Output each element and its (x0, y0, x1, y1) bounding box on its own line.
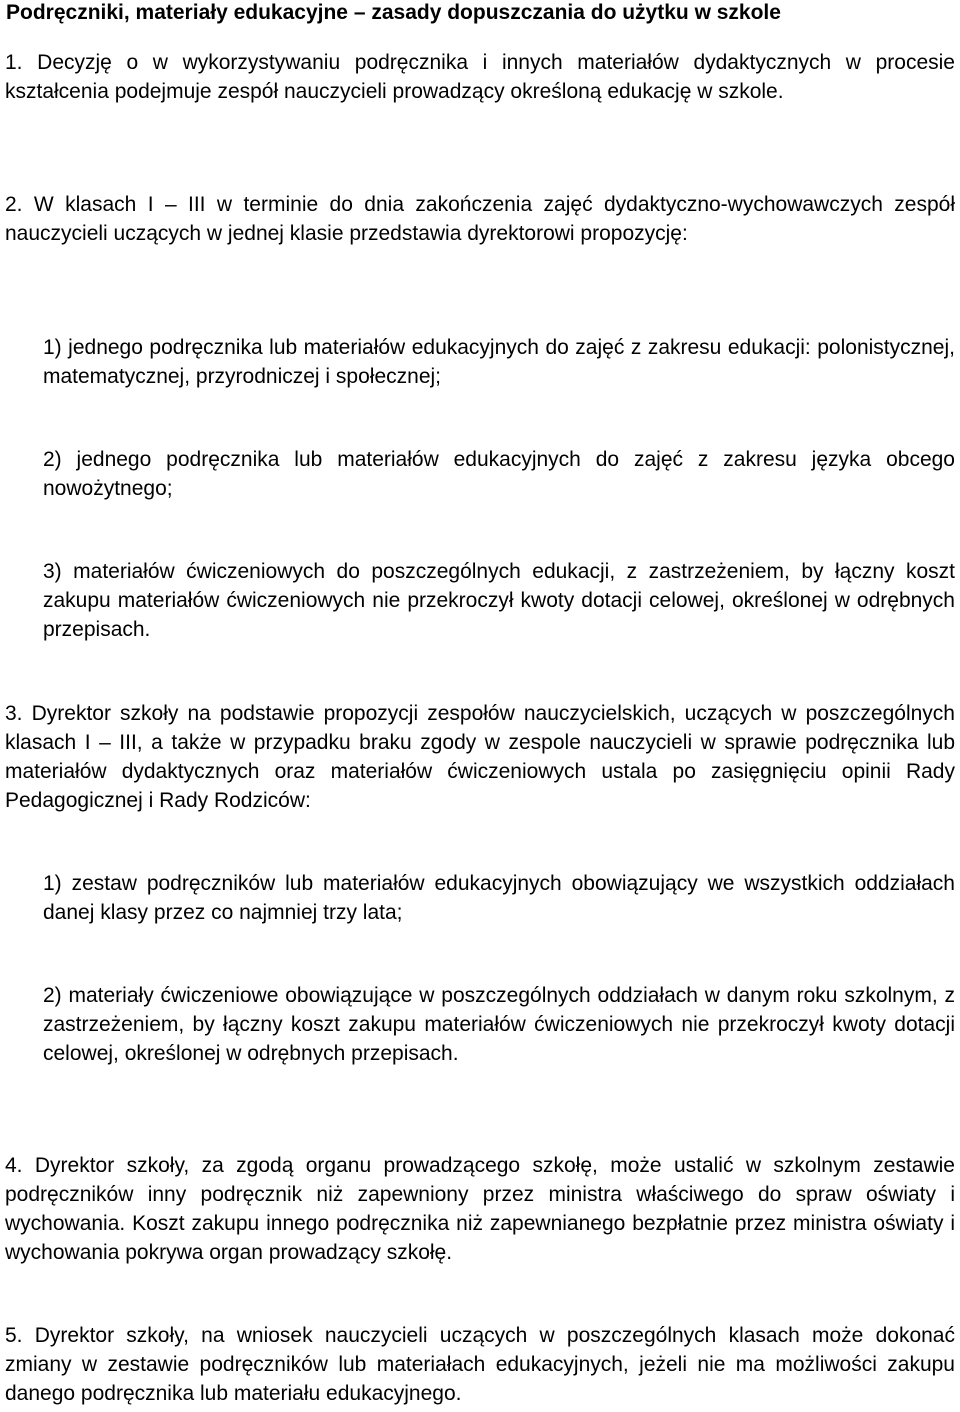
section-3-item-2: 2) materiały ćwiczeniowe obowiązujące w poszczególnych oddziałach w danym roku szkolnym, z zastrzeżeniem, by łączny koszt zakupu materiałów ćwiczeniowych nie przekroczył kwoty dotacji celowej, określonej w odrębnych przepisach. (43, 984, 955, 1065)
section-3-item-1: 1) zestaw podręczników lub materiałów edukacyjnych obowiązujący we wszystkich oddziałach danej klasy przez co najmniej trzy lata; (43, 872, 955, 924)
section-5: 5. Dyrektor szkoły, na wniosek nauczycieli uczących w poszczególnych klasach może dokonać zmiany w zestawie podręczników lub materiałach edukacyjnych, jeżeli nie ma możliwości zakupu danego podręcznika lub materiału edukacyjnego. (5, 1324, 955, 1405)
section-3: 3. Dyrektor szkoły na podstawie propozycji zespołów nauczycielskich, uczących w poszczególnych klasach I – III, a także w przypadku braku zgody w zespole nauczycieli w sprawie podręcznika lub materiałów dydaktycznych oraz materiałów ćwiczeniowych ustala po zasięgnięciu opinii Rady Pedagogicznej i Rady Rodziców: (5, 702, 955, 812)
section-2-item-3: 3) materiałów ćwiczeniowych do poszczególnych edukacji, z zastrzeżeniem, by łączny koszt zakupu materiałów ćwiczeniowych nie przekroczył kwoty dotacji celowej, określonej w odrębnych przepisach. (43, 560, 955, 641)
section-2-item-2: 2) jednego podręcznika lub materiałów edukacyjnych do zajęć z zakresu języka obcego nowożytnego; (43, 448, 955, 500)
document-title: Podręczniki, materiały edukacyjne – zasady dopuszczania do użytku w szkole (6, 1, 781, 24)
section-2: 2. W klasach I – III w terminie do dnia zakończenia zajęć dydaktyczno-wychowawczych zespół nauczycieli uczących w jednej klasie przedstawia dyrektorowi propozycję: (5, 193, 955, 245)
section-2-item-1: 1) jednego podręcznika lub materiałów edukacyjnych do zajęć z zakresu edukacji: polonistycznej, matematycznej, przyrodniczej i społecznej; (43, 336, 955, 388)
section-4: 4. Dyrektor szkoły, za zgodą organu prowadzącego szkołę, może ustalić w szkolnym zestawie podręczników inny podręcznik niż zapewniony przez ministra właściwego do spraw oświaty i wychowania. Koszt zakupu innego podręcznika niż zapewnianego bezpłatnie przez ministra oświaty i wychowania pokrywa organ prowadzący szkołę. (5, 1154, 955, 1264)
section-1: 1. Decyzję o w wykorzystywaniu podręcznika i innych materiałów dydaktycznych w procesie kształcenia podejmuje zespół nauczycieli prowadzący określoną edukację w szkole. (5, 51, 955, 103)
